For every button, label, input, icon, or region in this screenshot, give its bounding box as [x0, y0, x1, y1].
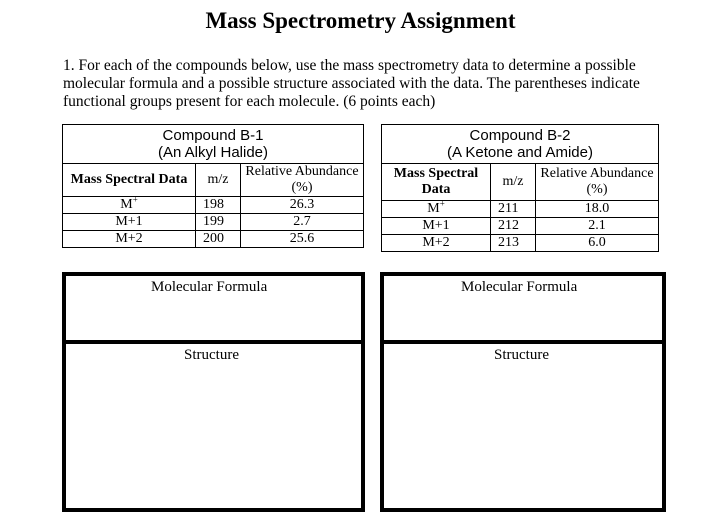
- table-row: [63, 214, 364, 231]
- column-header-mass-spectral: Mass Spectral Data: [382, 164, 491, 201]
- compound-b2-header: [382, 125, 659, 164]
- compound-b2-group: (A Ketone and Amide): [447, 144, 593, 161]
- column-header-abundance: Relative Abundance (%): [241, 164, 364, 197]
- mz-value: 199: [196, 214, 241, 231]
- compound-b2-name: Compound B-2: [469, 127, 571, 144]
- table-row: [382, 218, 659, 235]
- abundance-value: 6.0: [536, 235, 659, 252]
- column-header-mass-spectral: Mass Spectral Data: [63, 164, 196, 197]
- abundance-value: 2.7: [241, 214, 364, 231]
- ion-label: M+2: [382, 235, 491, 252]
- structure-label: Structure: [494, 347, 549, 363]
- abundance-value: 26.3: [241, 197, 364, 214]
- column-header-abundance: Relative Abundance (%): [536, 164, 659, 201]
- compound-b1-group: (An Alkyl Halide): [157, 144, 269, 161]
- table-row: [63, 231, 364, 248]
- abundance-value: 18.0: [536, 201, 659, 218]
- compound-b1-table: [62, 124, 364, 248]
- divider: [380, 340, 666, 344]
- mz-value: 213: [491, 235, 536, 252]
- molecular-formula-label: Molecular Formula: [151, 279, 268, 295]
- abundance-value: 25.6: [241, 231, 364, 248]
- ion-label: M+2: [63, 231, 196, 248]
- ion-label: M+: [382, 201, 491, 218]
- compound-b2-table: [381, 124, 659, 252]
- mz-value: 200: [196, 231, 241, 248]
- question-text: 1. For each of the compounds below, use the mass spectrometry data to determine a possible molecular formula and a possible structure associated with the data. The parentheses indicate functional groups present for each molecule. (6 points each): [63, 57, 640, 110]
- page-title: Mass Spectrometry Assignment: [205, 8, 516, 33]
- mz-value: 211: [491, 201, 536, 218]
- table-row: [382, 235, 659, 252]
- compound-b1-name: Compound B-1: [162, 127, 264, 144]
- ion-label: M+1: [382, 218, 491, 235]
- molecular-formula-label: Molecular Formula: [461, 279, 578, 295]
- column-header-mz: m/z: [491, 164, 536, 201]
- compound-b2-answer-box[interactable]: [380, 272, 666, 512]
- abundance-value: 2.1: [536, 218, 659, 235]
- column-header-mz: m/z: [196, 164, 241, 197]
- compound-b1-answer-box[interactable]: [62, 272, 365, 512]
- mz-value: 212: [491, 218, 536, 235]
- divider: [62, 340, 365, 344]
- structure-label: Structure: [184, 347, 239, 363]
- mz-value: 198: [196, 197, 241, 214]
- table-row: [63, 197, 364, 214]
- ion-label: M+: [63, 197, 196, 214]
- compound-b1-header: [63, 125, 364, 164]
- ion-label: M+1: [63, 214, 196, 231]
- table-row: [382, 201, 659, 218]
